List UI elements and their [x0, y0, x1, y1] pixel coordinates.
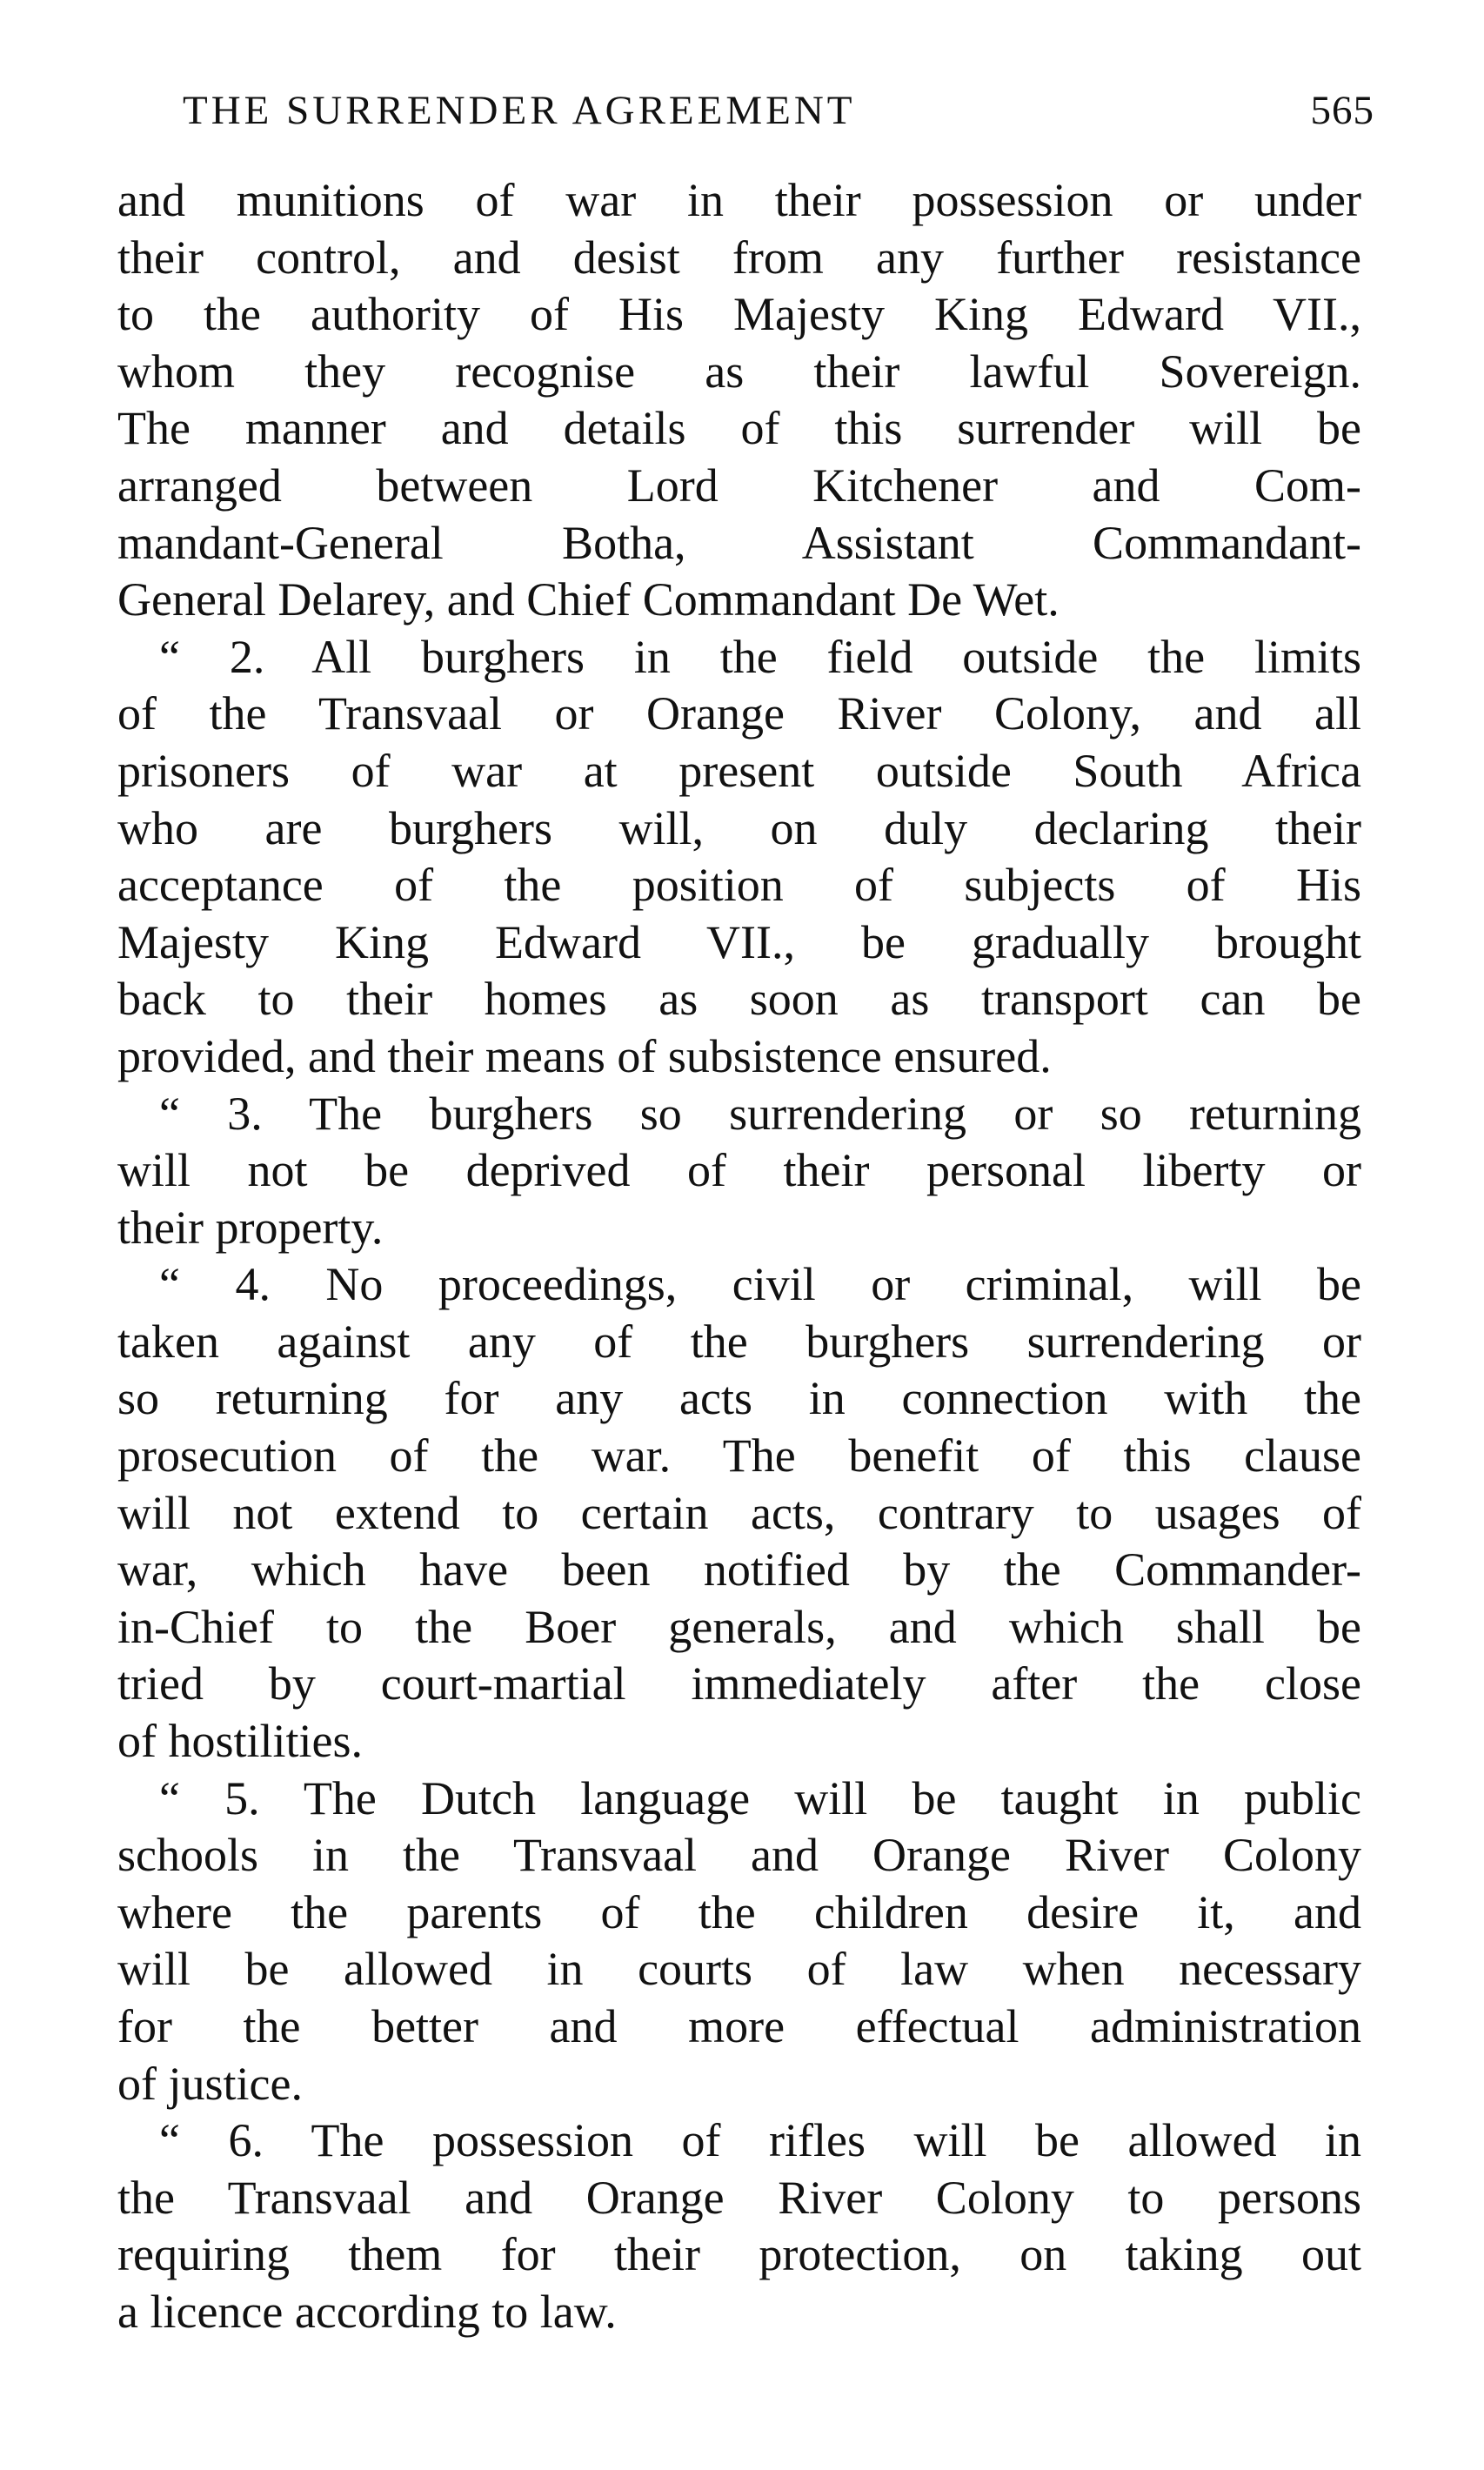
- text-line: will not extend to certain acts, contrary to usages of: [117, 1486, 1361, 1539]
- text-line: arranged between Lord Kitchener and Com-: [117, 459, 1361, 512]
- text-line: of justice.: [117, 2057, 303, 2110]
- text-line: a licence according to law.: [117, 2285, 617, 2338]
- text-line: will be allowed in courts of law when necessary: [117, 1943, 1361, 1996]
- text-line: taken against any of the burghers surrendering or: [117, 1315, 1361, 1368]
- text-line: whom they recognise as their lawful Sovereign.: [117, 345, 1361, 398]
- paragraph-first-line: “ 6. The possession of rifles will be allowed in: [159, 2114, 1361, 2167]
- text-line: where the parents of the children desire it, and: [117, 1885, 1361, 1938]
- text-line: mandant-General Botha, Assistant Commandant-: [117, 516, 1361, 569]
- running-head-title: THE SURRENDER AGREEMENT: [183, 88, 856, 133]
- text-line: prisoners of war at present outside South Africa: [117, 744, 1361, 797]
- text-line: The manner and details of this surrender will be: [117, 402, 1361, 455]
- text-line: for the better and more effectual administration: [117, 2000, 1361, 2052]
- text-line: and munitions of war in their possession or under: [117, 174, 1361, 226]
- paragraph-first-line: “ 5. The Dutch language will be taught in public: [159, 1771, 1361, 1824]
- text-line: acceptance of the position of subjects of His: [117, 859, 1361, 912]
- text-line: to the authority of His Majesty King Edward VII.,: [117, 288, 1361, 341]
- text-line: Majesty King Edward VII., be gradually brought: [117, 915, 1361, 968]
- text-line: prosecution of the war. The benefit of this clause: [117, 1429, 1361, 1483]
- text-line: in-Chief to the Boer generals, and which shall be: [117, 1600, 1361, 1653]
- text-line: their property.: [117, 1201, 384, 1254]
- text-line: war, which have been notified by the Commander-: [117, 1543, 1361, 1596]
- text-line: the Transvaal and Orange River Colony to persons: [117, 2171, 1361, 2224]
- text-line: who are burghers will, on duly declaring their: [117, 801, 1361, 854]
- text-line: General Delarey, and Chief Commandant De Wet.: [117, 573, 1060, 626]
- paragraph-first-line: “ 3. The burghers so surrendering or so returning: [159, 1087, 1361, 1140]
- text-line: of hostilities.: [117, 1715, 363, 1768]
- text-line: back to their homes as soon as transport can be: [117, 973, 1361, 1026]
- text-line: tried by court-martial immediately after the close: [117, 1657, 1361, 1710]
- text-line: their control, and desist from any further resistance: [117, 231, 1361, 284]
- text-line: will not be deprived of their personal liberty or: [117, 1144, 1361, 1197]
- text-line: requiring them for their protection, on taking out: [117, 2228, 1361, 2281]
- page-number: 565: [1310, 88, 1374, 133]
- running-head: [183, 87, 1374, 139]
- paragraph-first-line: “ 4. No proceedings, civil or criminal, will be: [159, 1258, 1361, 1311]
- text-line: so returning for any acts in connection with the: [117, 1372, 1361, 1425]
- text-line: of the Transvaal or Orange River Colony, and all: [117, 687, 1361, 740]
- text-line: provided, and their means of subsistence ensured.: [117, 1029, 1052, 1082]
- text-line: schools in the Transvaal and Orange River Colony: [117, 1829, 1361, 1882]
- paragraph-first-line: “ 2. All burghers in the field outside the limits: [159, 630, 1361, 683]
- body-text: [117, 172, 1361, 2341]
